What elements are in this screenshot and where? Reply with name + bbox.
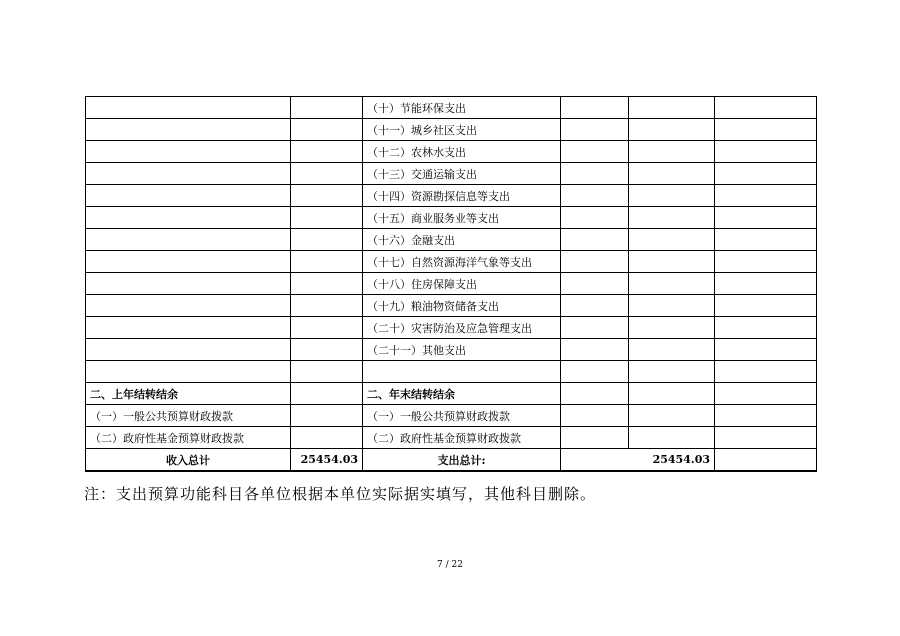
expenditure-item: （二十一）其他支出 <box>363 339 561 361</box>
table-row <box>86 427 817 449</box>
table-row <box>86 251 817 273</box>
expenditure-item: （十九）粮油物资储备支出 <box>363 295 561 317</box>
expenditure-item: （十一）城乡社区支出 <box>363 119 561 141</box>
table-row <box>86 163 817 185</box>
table-row <box>86 295 817 317</box>
expenditure-total-value: 25454.03 <box>561 449 715 472</box>
carryover-heading-row <box>86 383 817 405</box>
expenditure-item: （十三）交通运输支出 <box>363 163 561 185</box>
expenditure-item: （二十）灾害防治及应急管理支出 <box>363 317 561 339</box>
expenditure-item: （十八）住房保障支出 <box>363 273 561 295</box>
expenditure-item: （十七）自然资源海洋气象等支出 <box>363 251 561 273</box>
year-end-carryover-heading: 二、年末结转结余 <box>363 383 561 405</box>
table-row <box>86 405 817 427</box>
table-row <box>86 273 817 295</box>
footnote: 注：支出预算功能科目各单位根据本单位实际据实填写，其他科目删除。 <box>84 485 597 503</box>
expenditure-item: （十）节能环保支出 <box>363 97 561 119</box>
table-row <box>86 317 817 339</box>
expenditure-item: （十六）金融支出 <box>363 229 561 251</box>
table-row <box>86 185 817 207</box>
year-end-fund-budget-item: （二）政府性基金预算财政拨款 <box>363 427 561 449</box>
table-row <box>86 229 817 251</box>
prior-fund-budget-item: （二）政府性基金预算财政拨款 <box>86 427 291 449</box>
table-row <box>86 339 817 361</box>
prior-year-carryover-heading: 二、上年结转结余 <box>86 383 291 405</box>
table-row <box>86 141 817 163</box>
prior-general-budget-item: （一）一般公共预算财政拨款 <box>86 405 291 427</box>
income-total-label: 收入总计 <box>86 449 291 472</box>
blank-row <box>86 361 817 383</box>
expenditure-item: （十二）农林水支出 <box>363 141 561 163</box>
expenditure-total-label: 支出总计: <box>363 449 561 472</box>
page-number: 7 / 22 <box>437 560 463 570</box>
expenditure-item: （十五）商业服务业等支出 <box>363 207 561 229</box>
table-row <box>86 97 817 119</box>
budget-table <box>85 96 817 472</box>
year-end-general-budget-item: （一）一般公共预算财政拨款 <box>363 405 561 427</box>
income-total-value: 25454.03 <box>291 449 363 472</box>
table-row <box>86 119 817 141</box>
expenditure-item: （十四）资源勘探信息等支出 <box>363 185 561 207</box>
table-row <box>86 207 817 229</box>
totals-row <box>86 449 817 472</box>
